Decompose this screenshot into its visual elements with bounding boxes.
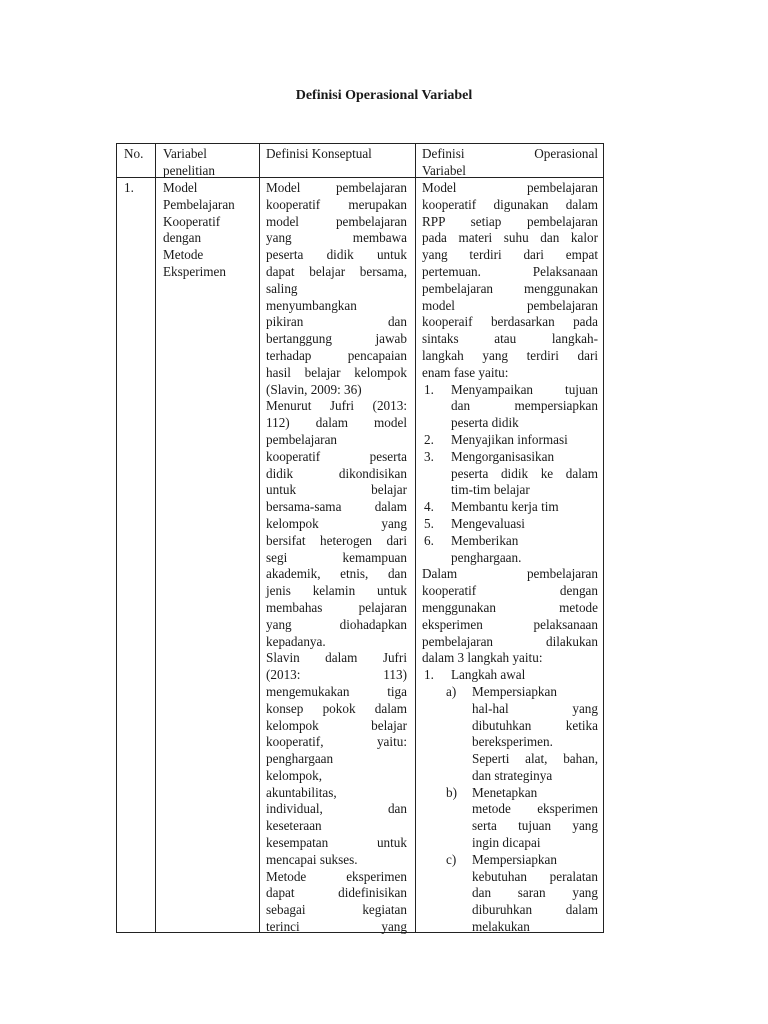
text-line: pertemuan. Pelaksanaan <box>422 263 598 279</box>
text-line: pembelajaran <box>266 431 338 447</box>
text-line: Menyampaikan tujuan <box>451 381 598 397</box>
list-marker: 1. <box>424 381 434 397</box>
text-line: akademik, etnis, dan <box>266 566 407 582</box>
text-line: individual, dan <box>266 801 407 817</box>
definition-table <box>116 143 604 933</box>
text-line: kooperatif digunakan dalam <box>422 196 598 212</box>
text-line: bersama-sama dalam <box>266 499 407 515</box>
text-line: metode eksperimen <box>472 801 598 817</box>
text-line: penghargaan <box>266 751 334 767</box>
list-marker: a) <box>446 683 457 699</box>
text-line: model pembelajaran <box>266 213 407 229</box>
header-definisi-operasional: Definisi Operasional Variabel <box>422 146 598 178</box>
text-line: Mempersiapkan <box>472 683 557 699</box>
text-line: akuntabilitas, <box>266 784 337 800</box>
text-line: menyumbangkan <box>266 297 357 313</box>
text-line: dapat belajar bersama, <box>266 263 407 279</box>
text-line: 112) dalam model <box>266 415 407 431</box>
cell-definisi-operasional <box>422 180 598 936</box>
cell-definisi-konseptual <box>266 180 407 936</box>
text-line: Model <box>163 180 198 195</box>
text-line: membahas pelajaran <box>266 599 407 615</box>
row-number: 1. <box>124 180 134 195</box>
text-line: Dalam pembelajaran <box>422 566 598 582</box>
substep-item <box>422 785 598 852</box>
substep-item <box>422 684 598 785</box>
text-line: ingin dicapai <box>472 835 541 851</box>
text-line: bertanggung jawab <box>266 331 407 347</box>
text-line: Mempersiapkan <box>472 851 557 867</box>
cell-variabel <box>163 180 253 281</box>
text-line: serta tujuan yang <box>472 818 598 834</box>
text-line: Membantu kerja tim <box>451 499 559 515</box>
text-line: Menetapkan <box>472 784 538 800</box>
text-line: didik dikondisikan <box>266 465 407 481</box>
text-line: pembelajaran dilakukan <box>422 633 598 649</box>
text-line: peserta didik untuk <box>266 247 407 263</box>
text-line: yang membawa <box>266 230 407 246</box>
text-line: Model pembelajaran <box>422 180 598 195</box>
phase-item <box>422 499 598 516</box>
text-line: Pembelajaran <box>163 196 235 212</box>
list-marker: b) <box>446 784 457 800</box>
text-line: model pembelajaran <box>422 297 598 313</box>
text-line: tim-tim belajar <box>451 482 530 498</box>
text-line: kooperaif berdasarkan pada <box>422 314 598 330</box>
text-line: sintaks atau langkah- <box>422 331 598 347</box>
text-line: dibutuhkan ketika <box>472 717 598 733</box>
text-line: RPP setiap pembelajaran <box>422 213 598 229</box>
text-line: bereksperimen. <box>472 734 553 750</box>
text-line: kesempatan untuk <box>266 835 407 851</box>
header-no: No. <box>124 146 144 161</box>
text-line: (2013: 113) <box>266 667 407 683</box>
header-definisi-konseptual: Definisi Konseptual <box>266 146 372 161</box>
text-line: kelompok, <box>266 767 323 783</box>
step-item <box>422 667 598 684</box>
text-line: dalam 3 langkah yaitu: <box>422 650 543 666</box>
list-marker: 2. <box>424 431 434 447</box>
column-divider <box>259 144 260 932</box>
text-line: yang terdiri dari empat <box>422 247 598 263</box>
text-line: dapat didefinisikan <box>266 885 407 901</box>
text-line: bersifat heterogen dari <box>266 532 407 548</box>
text-line: pikiran dan <box>266 314 407 330</box>
column-divider <box>415 144 416 932</box>
text-line: kooperatif dengan <box>422 583 598 599</box>
text-line: Mengorganisasikan <box>451 448 555 464</box>
text-line: dengan <box>163 230 202 246</box>
text-line: Model pembelajaran <box>266 180 407 195</box>
text-line: pembelajaran menggunakan <box>422 280 598 296</box>
text-line: peserta didik ke dalam <box>451 465 598 481</box>
text-line: Slavin dalam Jufri <box>266 650 407 666</box>
phase-item <box>422 382 598 432</box>
text-line: Menurut Jufri (2013: <box>266 398 407 414</box>
text-line: peserta didik <box>451 415 519 431</box>
list-marker: c) <box>446 851 457 867</box>
text-line: keseteraan <box>266 818 322 834</box>
text-line: Mengevaluasi <box>451 515 525 531</box>
text-line: dan saran yang <box>472 885 598 901</box>
text-line: kepadanya. <box>266 633 326 649</box>
text-line: terinci yang <box>266 919 407 935</box>
text-line: enam fase yaitu: <box>422 364 509 380</box>
phase-item <box>422 516 598 533</box>
text-line: kooperatif, yaitu: <box>266 734 407 750</box>
text-line: Metode eksperimen <box>266 868 407 884</box>
text-line: terhadap pencapaian <box>266 347 407 363</box>
text-line: kooperatif merupakan <box>266 196 407 212</box>
phase-item <box>422 533 598 567</box>
text-line: konsep pokok dalam <box>266 700 407 716</box>
text-line: penghargaan. <box>451 549 522 565</box>
text-line: (Slavin, 2009: 36) <box>266 381 362 397</box>
text-line: Seperti alat, bahan, <box>472 751 598 767</box>
text-line: Memberikan <box>451 532 519 548</box>
phase-item <box>422 449 598 499</box>
list-marker: 4. <box>424 499 434 515</box>
column-divider <box>155 144 156 932</box>
text-line: kelompok yang <box>266 515 407 531</box>
text-line: langkah yang terdiri dari <box>422 347 598 363</box>
text-line: jenis kelamin untuk <box>266 583 407 599</box>
text-line: kelompok belajar <box>266 717 407 733</box>
text-line: untuk belajar <box>266 482 407 498</box>
list-marker: 6. <box>424 532 434 548</box>
text-line: menggunakan metode <box>422 599 598 615</box>
list-marker: 5. <box>424 515 434 531</box>
text-line: saling <box>266 280 298 296</box>
substep-item <box>422 852 598 936</box>
text-line: kooperatif peserta <box>266 448 407 464</box>
text-line: Metode <box>163 247 204 263</box>
text-line: Kooperatif <box>163 213 221 229</box>
text-line: dan mempersiapkan <box>451 398 598 414</box>
list-marker: 1. <box>424 667 434 683</box>
text-line: segi kemampuan <box>266 549 407 565</box>
text-line: hal-hal yang <box>472 700 598 716</box>
text-line: kebutuhan peralatan <box>472 868 598 884</box>
text-line: dan strateginya <box>472 767 553 783</box>
text-line: melakukan <box>472 919 530 935</box>
text-line: sebagai kegiatan <box>266 902 407 918</box>
text-line: eksperimen pelaksanaan <box>422 616 598 632</box>
text-line: Menyajikan informasi <box>451 431 568 447</box>
phase-item <box>422 432 598 449</box>
list-marker: 3. <box>424 448 434 464</box>
header-variabel: Variabel penelitian <box>163 146 215 178</box>
text-line: yang diohadapkan <box>266 616 407 632</box>
text-line: diburuhkan dalam <box>472 902 598 918</box>
text-line: hasil belajar kelompok <box>266 364 407 380</box>
page-title: Definisi Operasional Variabel <box>295 88 473 103</box>
text-line: Eksperimen <box>163 263 226 279</box>
text-line: mengemukakan tiga <box>266 683 407 699</box>
text-line: pada materi suhu dan kalor <box>422 230 598 246</box>
text-line: Langkah awal <box>451 667 526 683</box>
text-line: mencapai sukses. <box>266 851 358 867</box>
